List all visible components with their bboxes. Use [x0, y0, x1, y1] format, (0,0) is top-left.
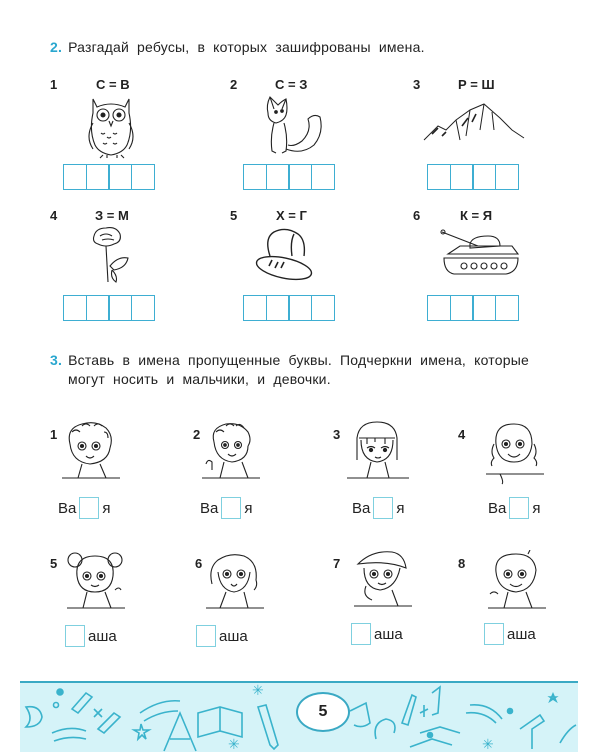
page-number: 5 [296, 692, 350, 732]
rebus-rule: Х = Г [276, 208, 307, 223]
name-fill-row [481, 623, 536, 645]
rebus-number: 2 [230, 77, 238, 92]
rebus-number: 6 [413, 208, 421, 223]
rebus-number: 5 [230, 208, 238, 223]
rebus-rule: З = М [95, 208, 129, 223]
name-suffix: аша [507, 625, 536, 643]
answer-cell[interactable] [450, 164, 474, 190]
answer-cell[interactable] [450, 295, 474, 321]
answer-cells[interactable] [63, 295, 155, 321]
missing-letter-box[interactable] [351, 623, 371, 645]
name-prefix: Ва [352, 499, 371, 517]
svg-text:✳: ✳ [252, 683, 264, 698]
missing-letter-box[interactable] [196, 625, 216, 647]
name-suffix: я [102, 499, 111, 517]
answer-cell[interactable] [288, 295, 312, 321]
answer-cell[interactable] [86, 295, 110, 321]
answer-cell[interactable] [311, 295, 335, 321]
answer-cell[interactable] [63, 295, 87, 321]
name-suffix: я [244, 499, 253, 517]
tank-icon [440, 228, 522, 280]
answer-cells[interactable] [243, 164, 335, 190]
answer-cell[interactable] [472, 164, 496, 190]
task-3-text-line2: могут носить и мальчики, и девочки. [68, 371, 331, 387]
task-3-title [50, 351, 560, 389]
task-2-number: 2. [50, 39, 63, 55]
task-3-number: 3. [50, 352, 63, 368]
mountain-icon [422, 100, 528, 146]
answer-cell[interactable] [427, 295, 451, 321]
name-fill-row [348, 623, 403, 645]
missing-letter-box[interactable] [373, 497, 393, 519]
girl-bob-hair-icon [345, 420, 411, 482]
rebus-number: 4 [50, 208, 58, 223]
answer-cell[interactable] [495, 164, 519, 190]
rebus-rule: К = Я [460, 208, 493, 223]
name-prefix: Ва [488, 499, 507, 517]
name-fill-row [58, 497, 110, 519]
missing-letter-box[interactable] [221, 497, 241, 519]
bread-icon [254, 226, 318, 286]
name-fill-row [352, 497, 404, 519]
name-suffix: аша [374, 625, 403, 643]
girl-wavy-hair-icon [204, 550, 266, 612]
answer-cells[interactable] [63, 164, 155, 190]
rebus-number: 3 [413, 77, 421, 92]
girl-buns-icon [65, 550, 127, 612]
missing-letter-box[interactable] [79, 497, 99, 519]
answer-cells[interactable] [427, 295, 519, 321]
name-prefix: Ва [200, 499, 219, 517]
kid-number: 1 [50, 427, 58, 442]
owl-icon [83, 93, 139, 159]
kid-number: 4 [458, 427, 466, 442]
task-2-title [50, 38, 425, 57]
answer-cell[interactable] [108, 164, 132, 190]
kid-number: 8 [458, 556, 466, 571]
answer-cell[interactable] [131, 164, 155, 190]
missing-letter-box[interactable] [484, 623, 504, 645]
name-fill-row [200, 497, 252, 519]
task-2-text: Разгадай ребусы, в которых зашифрованы имена. [68, 39, 425, 55]
answer-cell[interactable] [311, 164, 335, 190]
name-suffix: аша [88, 627, 117, 645]
kid-number: 7 [333, 556, 341, 571]
name-suffix: я [396, 499, 405, 517]
rebus-number: 1 [50, 77, 58, 92]
name-fill-row [488, 497, 540, 519]
rose-icon [90, 226, 134, 286]
footer-banner [20, 681, 578, 752]
curly-boy-icon [60, 420, 122, 482]
svg-text:✳: ✳ [482, 736, 494, 752]
answer-cell[interactable] [266, 295, 290, 321]
answer-cell[interactable] [86, 164, 110, 190]
answer-cells[interactable] [427, 164, 519, 190]
missing-letter-box[interactable] [509, 497, 529, 519]
answer-cell[interactable] [266, 164, 290, 190]
task-3-text-line1: Вставь в имена пропущенные буквы. Подчеркни имена, которые [68, 352, 529, 368]
kid-number: 3 [333, 427, 341, 442]
rebus-rule: С = В [96, 77, 130, 92]
name-fill-row [193, 625, 248, 647]
answer-cell[interactable] [108, 295, 132, 321]
boy-thumbs-up-icon [200, 420, 262, 482]
name-prefix: Ва [58, 499, 77, 517]
svg-text:✳: ✳ [228, 736, 240, 752]
kid-number: 2 [193, 427, 201, 442]
rebus-rule: С = З [275, 77, 308, 92]
boy-cap-icon [352, 550, 414, 612]
kid-number: 6 [195, 556, 203, 571]
girl-braids-icon [484, 420, 546, 486]
missing-letter-box[interactable] [65, 625, 85, 647]
answer-cell[interactable] [472, 295, 496, 321]
answer-cell[interactable] [63, 164, 87, 190]
answer-cell[interactable] [288, 164, 312, 190]
fox-icon [262, 93, 334, 159]
boy-waving-icon [486, 550, 548, 612]
answer-cell[interactable] [427, 164, 451, 190]
name-suffix: я [532, 499, 541, 517]
answer-cells[interactable] [243, 295, 335, 321]
answer-cell[interactable] [243, 295, 267, 321]
answer-cell[interactable] [495, 295, 519, 321]
rebus-rule: Р = Ш [458, 77, 495, 92]
name-suffix: аша [219, 627, 248, 645]
answer-cell[interactable] [243, 164, 267, 190]
name-fill-row [62, 625, 117, 647]
kid-number: 5 [50, 556, 58, 571]
answer-cell[interactable] [131, 295, 155, 321]
